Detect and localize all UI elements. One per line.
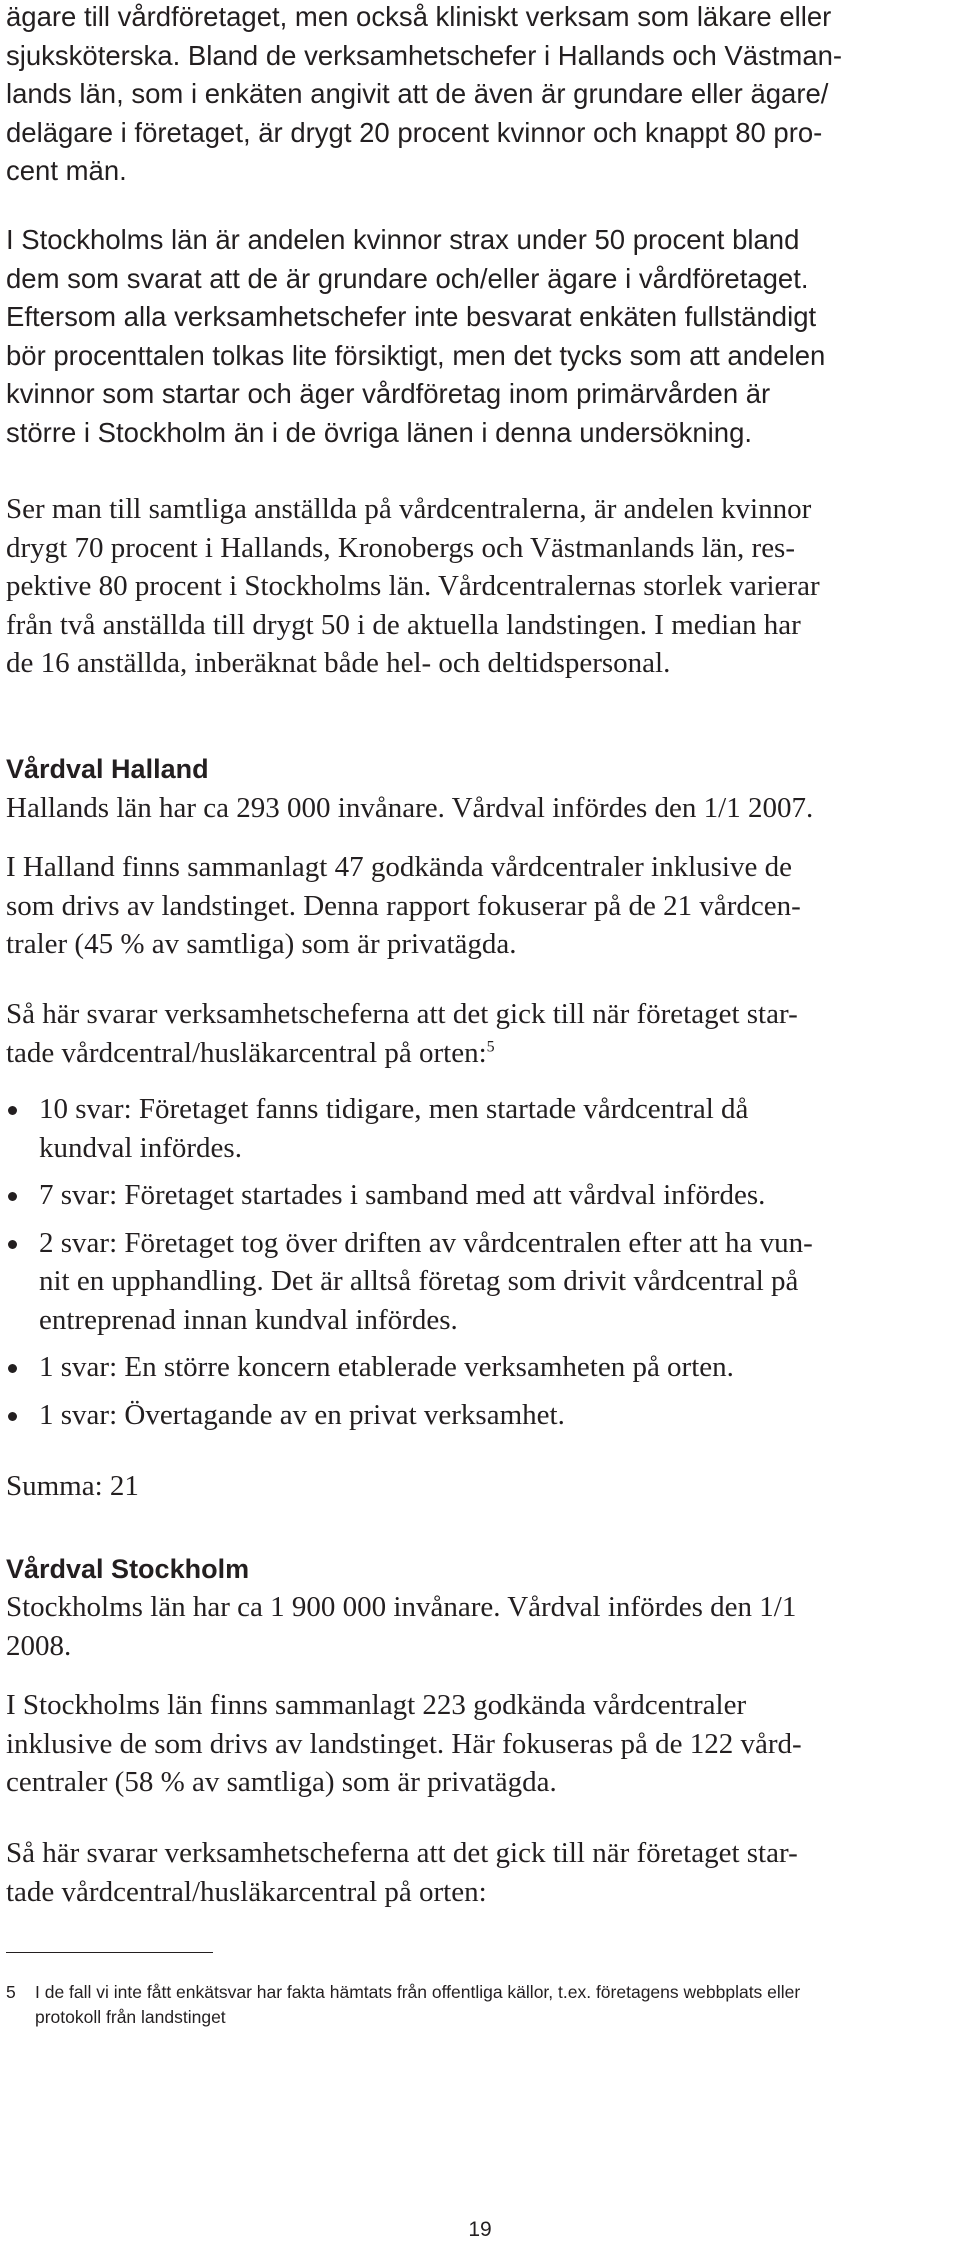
text-line: 10 svar: Företaget fanns tidigare, men startade vårdcentral då <box>39 1093 749 1125</box>
text-line: kundval infördes. <box>39 1131 242 1164</box>
text-line: I Halland finns sammanlagt 47 godkända vårdcentraler inklusive de <box>6 851 792 883</box>
text-line: större i Stockholm än i de övriga länen i denna undersökning. <box>6 416 753 448</box>
footnote-reference: 5 <box>486 1037 495 1055</box>
text-line: 1 svar: En större koncern etablerade verksamheten på orten. <box>39 1351 734 1383</box>
text-line: sjuksköterska. Bland de verksamhetschefer i Hallands och Västman- <box>6 39 843 71</box>
text-line: Så här svarar verksamhetscheferna att det gick till när företaget star- <box>6 1837 798 1869</box>
bullet-icon <box>8 1412 17 1421</box>
text-line: traler (45 % av samtliga) som är privatägda. <box>6 928 517 960</box>
text-line: bör procenttalen tolkas lite försiktigt, men det tycks som att andelen <box>6 339 826 371</box>
text-line: lands län, som i enkäten angivit att de även är grundare eller ägare/ <box>6 78 829 109</box>
halland-paragraph-question <box>6 995 798 1072</box>
section-heading-halland: Vårdval Halland <box>6 754 209 784</box>
text-line: 1 svar: Övertagande av en privat verksamhet. <box>39 1398 565 1431</box>
stockholm-intro <box>6 1588 796 1665</box>
halland-intro <box>6 789 813 828</box>
text-line: från två anställda till drygt 50 i de aktuella landstingen. I median har <box>6 608 801 641</box>
text-line: 2008. <box>6 1629 72 1662</box>
footnote-divider <box>6 1952 213 1953</box>
list-item <box>6 1176 813 1215</box>
text-line: kvinnor som startar och äger vårdföretag inom primärvården är <box>6 378 771 409</box>
list-item <box>6 1224 813 1340</box>
text-line: Så här svarar verksamhetscheferna att det gick till när företaget star- <box>6 998 798 1030</box>
text-line: Hallands län har ca 293 000 invånare. Vårdval infördes den 1/1 2007. <box>6 792 814 824</box>
halland-paragraph-vardcentraler <box>6 848 801 964</box>
text-line: I de fall vi inte fått enkätsvar har fakta hämtats från offentliga källor, t.ex. företagens webbplats eller <box>35 1982 801 2002</box>
paragraph-gender-stockholm <box>6 221 825 452</box>
list-item <box>6 1348 813 1387</box>
text-line: I Stockholms län finns sammanlagt 223 godkända vårdcentraler <box>6 1689 747 1721</box>
footnote-text <box>35 1980 906 2030</box>
text-line: tade vårdcentral/husläkarcentral på orten: <box>6 1875 487 1908</box>
bullet-icon <box>8 1106 17 1115</box>
halland-answer-list <box>6 1090 813 1443</box>
text-line: I Stockholms län är andelen kvinnor strax under 50 procent bland <box>6 224 800 255</box>
text-line: 7 svar: Företaget startades i samband med att vårdval infördes. <box>39 1179 766 1211</box>
paragraph-employees <box>6 490 820 683</box>
text-line: de 16 anställda, inberäknat både hel- och deltidspersonal. <box>6 647 671 679</box>
text-line: Summa: 21 <box>6 1470 139 1502</box>
text-line: protokoll från landstinget <box>35 2007 226 2027</box>
text-line: Stockholms län har ca 1 900 000 invånare. Vårdval infördes den 1/1 <box>6 1591 797 1623</box>
text-line <box>6 1034 798 1073</box>
bullet-icon <box>8 1240 17 1249</box>
list-item <box>6 1090 813 1167</box>
bullet-icon <box>8 1192 17 1201</box>
text-line: cent män. <box>6 155 127 186</box>
footnote-number: 5 <box>6 1982 16 2002</box>
paragraph-gender-halland-vastmanland <box>6 0 842 191</box>
text-line: pektive 80 procent i Stockholms län. Vårdcentralernas storlek varierar <box>6 570 820 602</box>
text-line: inklusive de som drivs av landstinget. Här fokuseras på de 122 vård- <box>6 1727 802 1760</box>
text-line: delägare i företaget, är drygt 20 procent kvinnor och knappt 80 pro- <box>6 116 823 148</box>
text-line: drygt 70 procent i Hallands, Kronobergs och Västmanlands län, res- <box>6 531 796 564</box>
page-number: 19 <box>468 2218 492 2241</box>
text-line: Eftersom alla verksamhetschefer inte besvarat enkäten fullständigt <box>6 301 817 332</box>
halland-summa <box>6 1467 139 1506</box>
bullet-icon <box>8 1364 17 1373</box>
text-line: nit en upphandling. Det är alltså företag som drivit vårdcentral på <box>39 1265 799 1297</box>
text-line: dem som svarat att de är grundare och/eller ägare i vårdföretaget. <box>6 262 809 294</box>
stockholm-paragraph-vardcentraler <box>6 1686 802 1802</box>
text-line: som drivs av landstinget. Denna rapport fokuserar på de 21 vårdcen- <box>6 889 801 922</box>
text-line: entreprenad innan kundval infördes. <box>39 1303 458 1336</box>
section-heading-stockholm: Vårdval Stockholm <box>6 1554 250 1584</box>
text-line: 2 svar: Företaget tog över driften av vårdcentralen efter att ha vun- <box>39 1226 813 1259</box>
text-line: ägare till vårdföretaget, men också kliniskt verksam som läkare eller <box>6 1 832 32</box>
text-fragment: tade vårdcentral/husläkarcentral på orten: <box>6 1036 487 1069</box>
text-line: Ser man till samtliga anställda på vårdcentralerna, är andelen kvinnor <box>6 493 812 525</box>
text-line: centraler (58 % av samtliga) som är privatägda. <box>6 1766 557 1798</box>
list-item <box>6 1396 813 1435</box>
footnote <box>6 1980 906 2030</box>
stockholm-paragraph-question <box>6 1834 798 1911</box>
